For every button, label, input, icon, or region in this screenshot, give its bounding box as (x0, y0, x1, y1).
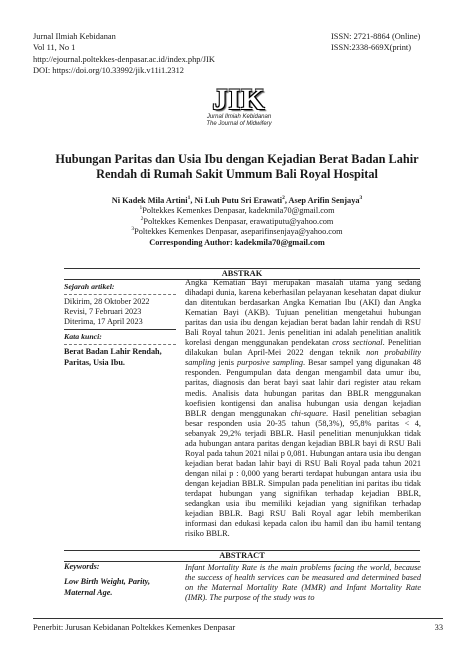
abstrak-text-5: . Hasil penelitian sebagian besar responden usia 20-35 tahun (58,3%), 95,8% paritas < 4, sebanyak 29,2% terjadi BBLR. Hasil penelitian menunjukkan tidak ada hubungan antara paritas dengan kejadian BBLR bayi di RSU Bali Royal pada tahun 2021 nilai p 0,081. Hubungan antara usia ibu dengan kejadian berat badan lahir bayi di RSU Bali Royal pada tahun 2021 dengan nilai p : 0,000 yang berarti terdapat hubungan antara usia ibu dengan kejadian BBLR. Simpulan pada penelitian ini paritas ibu tidak terdapat hubungan yang signifikan terhadap kejadian BBLR, sedangkan usia ibu memiliki kejadian yang signifikan terhadap kejadian BBLR. Bagi RSU Bali Royal agar lebih memberikan informasi dan edukasi kepada calon ibu hamil dan ibu hamil tentang risiko BBLR. (185, 408, 421, 539)
abstrak-text-1: Angka Kematian Bayi merupakan masalah utama yang sedang dihadapi dunia, karena keberhasilan pelayanan kesehatan dapat diukur dan ditentukan berdasarkan Angka Kematian Ibu (AKI) dan Angka Kematian Bayi (AKB). Tujuan penelitian mengetahui hubungan paritas dan usia ibu dengan kejadian berat badan lahir rendah di RSU Bali Royal tahun 2021. Jenis penelitian ini adalah penelitian analitik korelasi dengan menggunakan pendekatan (185, 278, 421, 348)
author-2: Ni Luh Putu Sri Erawati (194, 196, 283, 205)
keywords-divider (64, 329, 176, 330)
author-block (40, 196, 434, 248)
author-1-sup: 1 (187, 195, 191, 202)
abstract-body: Infant Mortality Rate is the main problems facing the world, because the success of health services can be measured and determined based on the Maternal Mortality Rate (MMR) and Infant Mortality Rate (IMR). The purpose of the study was to (185, 563, 421, 603)
affiliation-2-text: Poltekkes Kemenkes Denpasar, erawatiputu@yahoo.com (143, 216, 334, 226)
doi-link[interactable]: DOI: https://doi.org/10.33992/jik.v11i1.2312 (33, 65, 184, 75)
affiliation-2-sup: 2 (140, 216, 144, 223)
article-title (40, 152, 434, 181)
abstrak-italic-2: non probability sampling (185, 348, 421, 368)
title-line-2: Rendah di Rumah Sakit Ummum Bali Royal Hospital (96, 166, 378, 181)
abstrak-text-2: . Penelitian dilakukan bulan April-Mei 2022 dengan teknik (185, 338, 422, 358)
page-footer (33, 622, 443, 633)
author-2-sup: 2 (282, 195, 285, 202)
keywords-en: Low Birth Weight, Parity, Maternal Age. (64, 577, 151, 597)
issn-online: ISSN: 2721-8864 (Online) (331, 32, 421, 41)
affiliation-2 (40, 217, 434, 227)
article-info-divider (64, 294, 176, 295)
abstrak-body (185, 278, 421, 539)
author-names: Ni Kadek Mila Artini$^1$, Ni Luh Putu Sri Erawati$^2$, Asep Arifin Senjaya$^3$ (111, 195, 363, 205)
author-1: Ni Kadek Mila Artini (111, 196, 188, 205)
affiliation-3-text: Poltekkes Kemenkes Denpasar, aseparifinsenjaya@yahoo.com (134, 227, 343, 237)
affiliation-1-sup: 1 (139, 205, 143, 212)
issn-print: ISSN:2338-669X(print) (331, 43, 412, 53)
article-info (64, 282, 176, 368)
keywords-id: Berat Badan Lahir Rendah, Paritas, Usia Ibu. (64, 347, 162, 367)
abstrak-italic-1: cross sectional (332, 338, 383, 348)
date-accepted: Diterima, 17 April 2023 (64, 317, 143, 327)
author-3: Asep Arifin Senjaya (288, 196, 360, 205)
affiliation-1-text: Poltekkes Kemenkes Denpasar, kadekmila70@gmail.com (142, 206, 335, 216)
affiliation-3 (40, 227, 434, 237)
affiliation-3-sup: 3 (131, 226, 135, 233)
abstract-heading: ABSTRACT (219, 551, 265, 560)
article-history-label: Sejarah artikel: (64, 282, 115, 291)
journal-volume: Vol 11, No 1 (33, 43, 76, 53)
journal-url-link[interactable]: http://ejournal.poltekkes-denpasar.ac.id/index.php/JIK (33, 54, 215, 64)
footer-rule (33, 618, 443, 619)
abstrak-italic-4: chi-square (290, 408, 327, 418)
abstrak-text-3: jenis (215, 358, 237, 368)
keywords-en-label: Keywords: (64, 562, 100, 571)
keywords-dash-divider (64, 344, 176, 345)
keywords-label: Kata kunci: (64, 332, 102, 342)
corresponding-author: Corresponding Author: kadekmila70@gmail.com (149, 237, 325, 247)
abstrak-heading: ABSTRAK (221, 269, 263, 278)
publisher: Penerbit: Jurusan Kebidanan Poltekkes Kemenkes Denpasar (33, 623, 236, 632)
journal-name: Jurnal Ilmiah Kebidanan (33, 32, 116, 41)
keywords-en-block (64, 562, 176, 598)
page-number: 33 (434, 623, 443, 632)
author-3-sup: 3 (359, 195, 363, 202)
abstrak-italic-3: purposive sampling (236, 358, 303, 368)
logo-subtitle-2: The Journal of Midwifery (206, 121, 272, 127)
journal-header (33, 31, 443, 76)
logo-subtitle-1: Jurnal Ilmiah Kebidanan (206, 114, 272, 120)
logo-mark: JIK (212, 83, 266, 116)
date-revised: Revisi, 7 Februari 2023 (64, 307, 142, 317)
affiliation-1 (40, 206, 434, 216)
abstrak-text-4: . Besar sampel yang digunakan 48 responden. Pengumpulan data dengan mengambil data umur ibu, paritas, diagnosis dan berat bayi saat lahir dari register atau rekam medis. Analisis data hubungan paritas dan BBLR menggunakan koefisien kontigensi dan analisa hubungan usia dengan kejadian BBLR dengan menggunakan (185, 358, 421, 418)
title-line-1: Hubungan Paritas dan Usia Ibu dengan Kejadian Berat Badan Lahir (55, 152, 419, 166)
date-received: Dikirim, 28 Oktober 2022 (64, 297, 150, 307)
journal-logo (196, 83, 282, 136)
